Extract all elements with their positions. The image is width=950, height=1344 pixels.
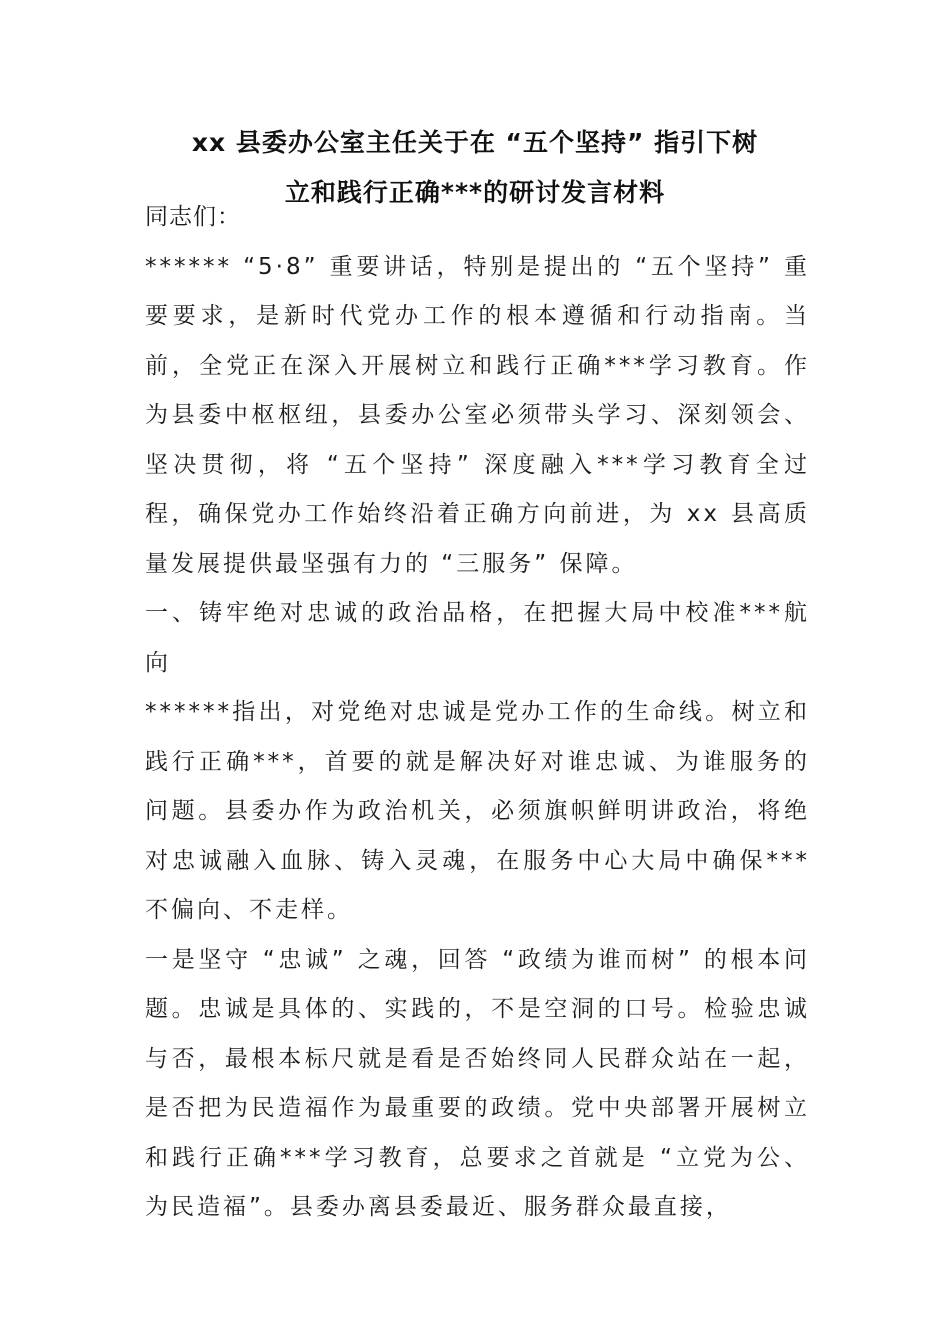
- title-line-2: 立和践行正确***的研讨发言材料: [284, 178, 666, 207]
- title-line-1: xx 县委办公室主任关于在 “五个坚持” 指引下树: [191, 128, 759, 157]
- paragraph-intro: ****** “5·8” 重要讲话，特别是提出的 “五个坚持” 重要要求，是新时代党办工作的根本遵循和行动指南。当前，全党正在深入开展树立和践行正确***学习教育。作为县委中枢枢纽，县委办公室必须带头学习、深刻领会、坚决贯彻，将 “五个坚持” 深度融入***学习教育全过程，确保党办工作始终沿着正确方向前进，为 xx 县高质量发展提供最坚强有力的 “三服务” 保障。: [145, 253, 810, 577]
- paragraph-section-1: ******指出，对党绝对忠诚是党办工作的生命线。树立和践行正确***，首要的就是解决好对谁忠诚、为谁服务的问题。县委办作为政治机关，必须旗帜鲜明讲政治，将绝对忠诚融入血脉、铸入灵魂，在服务中心大局中确保***不偏向、不走样。: [145, 699, 810, 923]
- salutation: 同志们：: [145, 204, 241, 230]
- paragraph-point-1: 一是坚守 “忠诚” 之魂，回答 “政绩为谁而树” 的根本问题。忠诚是具体的、实践的，不是空洞的口号。检验忠诚与否，最根本标尺就是看是否始终同人民群众站在一起，是否把为民造福作为最重要的政绩。党中央部署开展树立和践行正确***学习教育，总要求之首就是 “立党为公、为民造福”。县委办离县委最近、服务群众最直接，: [145, 946, 810, 1220]
- document-body: [145, 193, 810, 1233]
- section-heading-1: 一、铸牢绝对忠诚的政治品格，在把握大局中校准***航向: [145, 600, 810, 676]
